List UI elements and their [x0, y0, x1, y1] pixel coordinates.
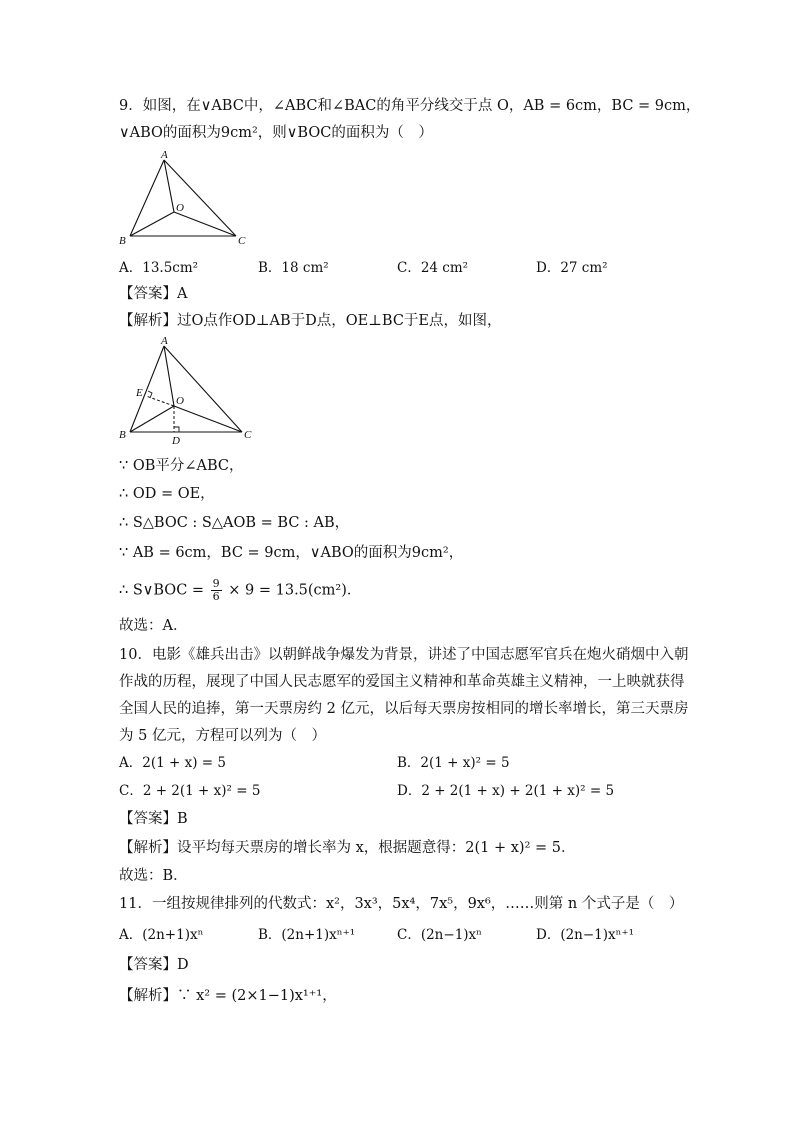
q9-answer: 【答案】A: [119, 286, 188, 302]
q11-stem: 11．一组按规律排列的代数式：x²，3x³，5x⁴，7x⁵，9x⁶，……则第 n 个式子是（ ）: [119, 896, 684, 912]
q10-stem-line3: 全国人民的追捧，第一天票房约 2 亿元，以后每天票房按相同的增长率增长，第三天票房: [119, 701, 689, 717]
q11-answer: 【答案】D: [119, 957, 189, 973]
q10-choose: 故选：B．: [119, 868, 188, 884]
q9-solution-figure: [112, 334, 257, 446]
q9-step-3: ∴ S△BOC : S△AOB = BC : AB，: [119, 515, 350, 531]
q9-final-suffix: × 9 = 13.5(cm²)．: [228, 582, 362, 599]
q11-option-d: D．(2n−1)xⁿ⁺¹: [536, 927, 635, 943]
q11-analysis: 【解析】∵ x² = (2×1−1)x¹⁺¹，: [119, 988, 337, 1004]
q9-stem-line1: 9．如图，在∨ABC中，∠ABC和∠BAC的角平分线交于点 O，AB = 6cm，BC = 9cm，: [119, 98, 701, 114]
q9-fig-label-c: C: [238, 235, 246, 247]
q9-choose: 故选：A．: [119, 618, 188, 634]
q11-option-c: C．(2n−1)xⁿ: [397, 927, 483, 943]
q10-stem-line2: 作战的历程，展现了中国人民志愿军的爱国主义精神和革命英雄主义精神，一上映就获得: [119, 674, 685, 690]
q9-analysis: 【解析】过O点作OD⊥AB于D点，OE⊥BC于E点，如图，: [119, 313, 502, 329]
q10-option-c: C．2 + 2(1 + x)² = 5: [119, 783, 261, 799]
q9-fig2-label-b: B: [119, 429, 126, 441]
q9-fig2-label-d: D: [172, 435, 180, 446]
q9-fraction-denominator: 6: [212, 590, 220, 603]
q9-step-1: ∵ OB平分∠ABC，: [119, 458, 244, 474]
q10-analysis: 【解析】设平均每天票房的增长率为 x，根据题意得：2(1 + x)² = 5．: [119, 840, 576, 856]
q10-option-b: B．2(1 + x)² = 5: [397, 755, 510, 771]
q9-fraction-numerator: 9: [212, 577, 220, 590]
q9-option-b: B．18 cm²: [258, 260, 329, 276]
q9-final-prefix: ∴ S∨BOC =: [119, 582, 205, 599]
q9-fig-label-b: B: [119, 235, 126, 247]
q9-triangle-figure: [112, 148, 257, 250]
q9-fig2-label-a: A: [161, 335, 168, 347]
q10-answer: 【答案】B: [119, 811, 188, 827]
q9-option-a: A．13.5cm²: [119, 260, 199, 276]
q11-option-b: B．(2n+1)xⁿ⁺¹: [258, 927, 356, 943]
q9-fig2-label-c: C: [244, 429, 252, 441]
q9-fig2-label-o: O: [176, 395, 184, 407]
q9-final-step: [119, 578, 361, 603]
q10-stem-line1: 10．电影《雄兵出击》以朝鲜战争爆发为背景，讲述了中国志愿军官兵在炮火硝烟中入朝: [119, 647, 689, 663]
q9-fig-label-o: O: [176, 202, 184, 214]
q10-option-a: A．2(1 + x) = 5: [119, 755, 226, 771]
q9-step-4: ∵ AB = 6cm，BC = 9cm，∨ABO的面积为9cm²，: [119, 545, 464, 561]
q9-fig-label-a: A: [161, 149, 168, 161]
q9-option-d: D．27 cm²: [536, 260, 608, 276]
q10-stem-line4: 为 5 亿元，方程可以列为（ ）: [119, 728, 326, 744]
q9-step-2: ∴ OD = OE，: [119, 486, 215, 502]
q9-fig2-label-e: E: [136, 387, 143, 399]
q10-option-d: D．2 + 2(1 + x) + 2(1 + x)² = 5: [397, 783, 615, 799]
q11-option-a: A．(2n+1)xⁿ: [119, 927, 204, 943]
q9-final-fraction: [211, 578, 222, 603]
q9-stem-line2: ∨ABO的面积为9cm²，则∨BOC的面积为（ ）: [119, 125, 433, 141]
q9-option-c: C．24 cm²: [397, 260, 469, 276]
